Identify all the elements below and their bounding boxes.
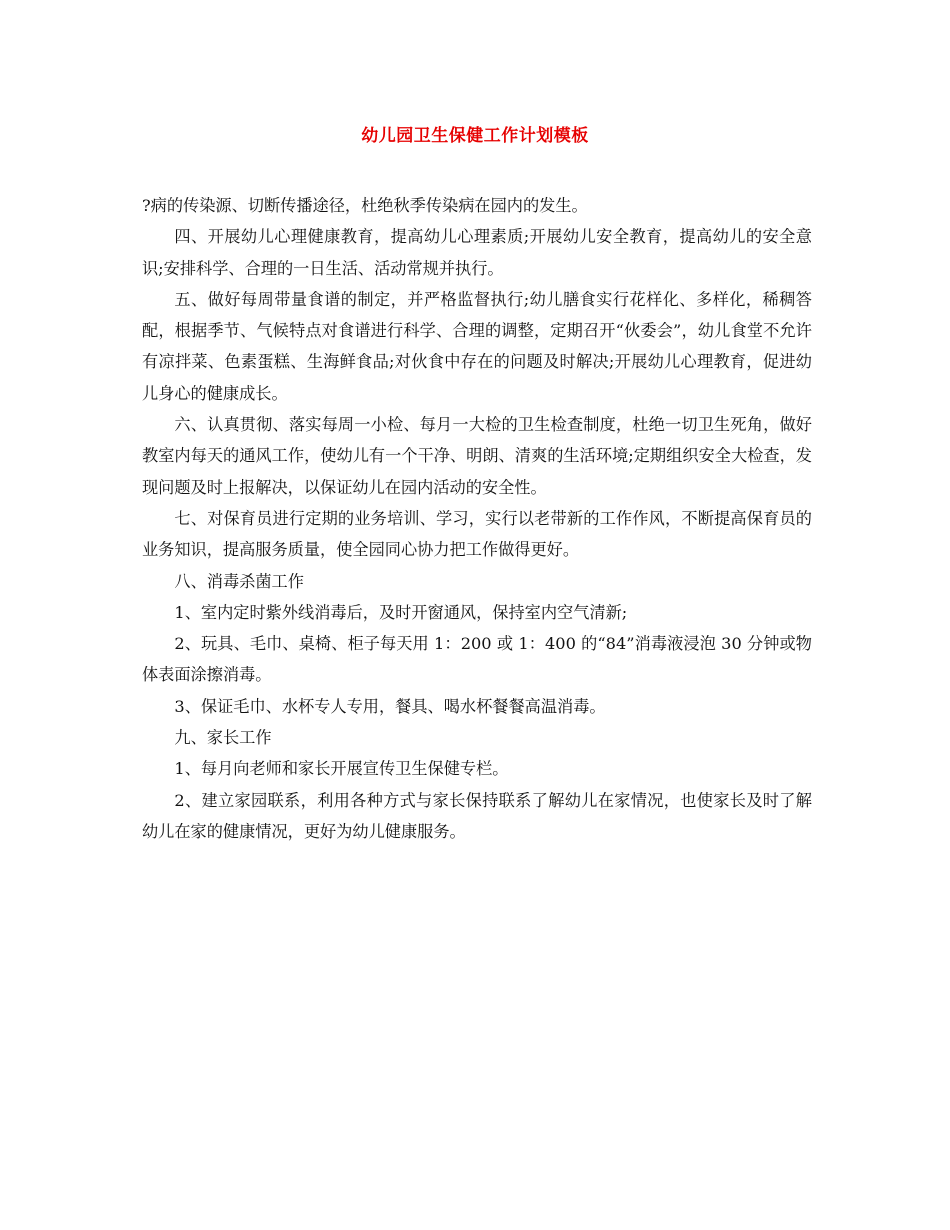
list-item-9-1: 1、每月向老师和家长开展宣传卫生保健专栏。 (174, 759, 509, 779)
paragraph-section-5: 五、做好每周带量食谱的制定，并严格监督执行;幼儿膳食实行花样化、多样化，稀稠答配，根据季节、气候特点对食谱进行科学、合理的调整，定期召开“伙委会”，幼儿食堂不允许有凉拌菜、色素蛋糕、生海鲜食品;对伙食中存在的问题及时解决;开展幼儿心理教育，促进幼儿身心的健康成长。 (142, 289, 812, 403)
list-item-8-3: 3、保证毛巾、水杯专人专用，餐具、喝水杯餐餐高温消毒。 (174, 696, 606, 716)
paragraph-section-6: 六、认真贯彻、落实每周一小检、每月一大检的卫生检查制度，杜绝一切卫生死角，做好教室内每天的通风工作，使幼儿有一个干净、明朗、清爽的生活环境;定期组织安全大检查，发现问题及时上报解决，以保证幼儿在园内活动的安全性。 (142, 415, 812, 497)
paragraph-section-7: 七、对保育员进行定期的业务培训、学习，实行以老带新的工作作风，不断提高保育员的业务知识，提高服务质量，使全园同心协力把工作做得更好。 (142, 508, 812, 560)
paragraph-continuation: ?病的传染源、切断传播途径，杜绝秋季传染病在园内的发生。 (142, 196, 588, 215)
document-body (142, 190, 812, 847)
document-title: 幼儿园卫生保健工作计划模板 (361, 126, 589, 146)
paragraph-section-4: 四、开展幼儿心理健康教育，提高幼儿心理素质;开展幼儿安全教育，提高幼儿的安全意识;安排科学、合理的一日生活、活动常规并执行。 (142, 227, 812, 278)
list-item-8-2: 2、玩具、毛巾、桌椅、柜子每天用 1：200 或 1：400 的“84”消毒液浸泡 30 分钟或物体表面涂擦消毒。 (142, 634, 812, 685)
heading-section-8: 八、消毒杀菌工作 (174, 571, 304, 591)
list-item-9-2: 2、建立家园联系，利用各种方式与家长保持联系了解幼儿在家情况，也使家长及时了解幼儿在家的健康情况，更好为幼儿健康服务。 (142, 790, 812, 841)
heading-section-9: 九、家长工作 (174, 728, 272, 748)
list-item-8-1: 1、室内定时紫外线消毒后，及时开窗通风，保持室内空气清新; (174, 602, 628, 622)
